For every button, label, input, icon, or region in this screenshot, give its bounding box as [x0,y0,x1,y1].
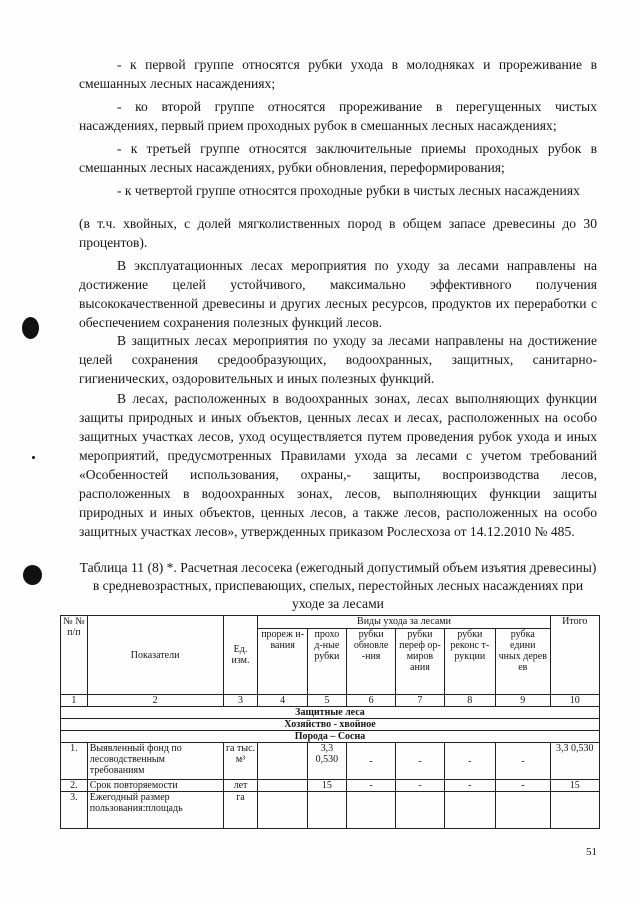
header-type: рубки обновле -ния [346,629,395,695]
col-number: 7 [396,695,444,707]
row-value [258,743,307,780]
header-type: рубка едини чных дерев ев [496,629,551,695]
paragraph: - к четвертой группе относятся проходные рубки в чистых лесных насаждениях [117,183,580,198]
row-unit: га тыс. м³ [223,743,258,780]
row-value: - [444,743,495,780]
header-unit: Ед. изм. [223,616,258,695]
col-number: 8 [444,695,495,707]
table-row [61,743,600,780]
section-label: Хозяйство - хвойное [61,719,600,731]
header-type: рубки переф ор- миров ания [396,629,444,695]
page-number: 51 [586,846,597,858]
column-numbers-row [61,695,600,707]
header-total: Итого [550,616,599,695]
row-total [550,792,599,829]
row-value [258,780,307,792]
col-number: 1 [61,695,88,707]
row-total: 15 [550,780,599,792]
row-value: - [396,743,444,780]
col-number: 5 [307,695,346,707]
row-value [346,792,395,829]
paragraph: - к первой группе относятся рубки ухода в молодняках и прореживание в смешанных лесных насаждениях; [79,57,597,91]
paragraph: В эксплуатационных лесах мероприятия по уходу за лесами направлены на достижение целей устойчивого, максимально эффективного получения высококачественной древесины и других лесных ресурсов, продуктов их переработки с обеспечением сохранения полезных функций лесов. [79,258,597,330]
row-value: - [444,780,495,792]
row-label: Срок повторяемости [87,780,223,792]
row-label: Ежегодный размер пользования:площадь [87,792,223,829]
col-number: 10 [550,695,599,707]
header-indicators: Показатели [87,616,223,695]
col-number: 2 [87,695,223,707]
table-row [61,780,600,792]
section-label: Порода – Сосна [61,731,600,743]
header-num: № № п/п [61,616,88,695]
row-value [307,792,346,829]
col-number: 9 [496,695,551,707]
row-num: 2. [61,780,88,792]
col-number: 6 [346,695,395,707]
col-number: 3 [223,695,258,707]
punch-hole-mark [23,565,42,585]
row-value [258,792,307,829]
row-value: - [396,780,444,792]
row-unit: лет [223,780,258,792]
header-type: рубки реконс т- рукции [444,629,495,695]
table-caption: Таблица 11 (8) *. Расчетная лесосека (ежегодный допустимый объем изъятия древесины) в средневозрастных, приспевающих, спелых, перестойных лесных насаждениях при уходе за лесами [79,560,597,611]
row-value: 15 [307,780,346,792]
paragraph: В защитных лесах мероприятия по уходу за лесами направлены на достижение целей сохранения средообразующих, водоохранных, защитных, санитарно-гигиенических, оздоровительных и иных полезных функций. [79,333,597,386]
paragraph: В лесах, расположенных в водоохранных зонах, лесах выполняющих функции защиты природных и иных объектов, ценных лесах и лесах, расположенных на особо защитных участках лесов, уход осуществляется путем проведения рубок ухода и иных мероприятий, предусмотренных Правилами ухода за лесами с учетом требований «Особенностей использования, охраны,- защиты, воспроизводства лесов, расположенных в водоохранных зонах, лесов, выполняющих функции защиты природных и иных объектов, ценных лесов, а также лесов, расположенных на особо защитных участках лесов», утвержденных приказом Рослесхоза от 14.12.2010 № 485. [79,391,597,539]
header-type: прохо д-ные рубки [307,629,346,695]
row-num: 1. [61,743,88,780]
row-value: - [496,780,551,792]
header-type: прореж и-вания [258,629,307,695]
row-total: 3,3 0,530 [550,743,599,780]
row-value [396,792,444,829]
paragraph: - к третьей группе относятся заключительные приемы проходных рубок в смешанных лесных насаждениях, рубки обновления, переформирования; [79,141,597,175]
row-value: - [346,780,395,792]
paragraph: - ко второй группе относятся прореживание в перегущенных чистых насаждениях, первый прием проходных рубок в смешанных лесных насаждениях; [79,99,597,133]
row-label: Выявленный фонд по лесоводственным требованиям [87,743,223,780]
row-value: - [496,743,551,780]
row-num: 3. [61,792,88,829]
table-row [61,792,600,829]
section-row [61,731,600,743]
col-number: 4 [258,695,307,707]
section-label: Защитные леса [61,707,600,719]
table-header-row [61,616,600,629]
punch-hole-mark [22,317,39,339]
row-unit: га [223,792,258,829]
section-row [61,707,600,719]
row-value [444,792,495,829]
section-row [61,719,600,731]
row-value: - [346,743,395,780]
data-table [60,615,600,829]
speck-mark [32,456,35,459]
header-types-group: Виды ухода за лесами [258,616,550,629]
row-value: 3,3 0,530 [307,743,346,780]
row-value [496,792,551,829]
paragraph: (в т.ч. хвойных, с долей мягколиственных пород в общем запасе древесины до 30 процентов). [79,216,597,250]
